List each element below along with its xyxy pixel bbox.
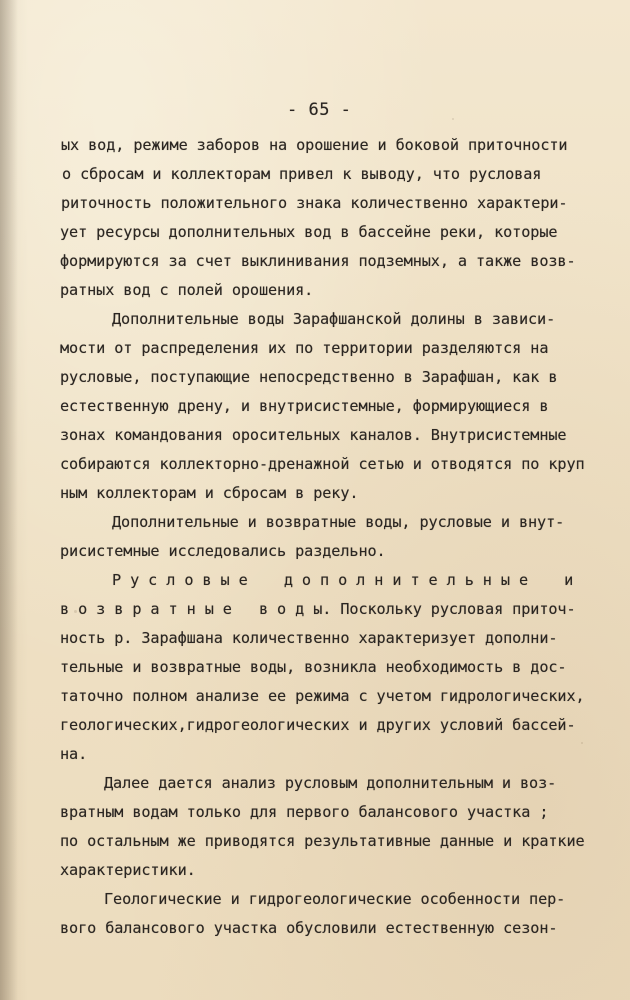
text-line-22: на. [60,745,88,763]
page-edge-shadow [0,0,18,1000]
text-line-24: вратным водам только для первого балансового участка ; [60,803,549,821]
text-line-3: риточность положительного знака количественно характери- [61,194,568,212]
text-line-25: по остальным же приводятся результативные данные и краткие [60,832,585,850]
text-line-6: ратных вод с полей орошения. [60,281,314,299]
text-line-1: ых вод, режиме заборов на орошение и боковой приточности [61,136,568,154]
text-line-10: естественную дрену, и внутрисистемные, формирующиеся в [60,397,549,415]
text-line-27: Геологические и гидрогеологические особенности пер- [104,890,566,908]
text-line-5: формируются за счет выклинивания подземных, а также возв- [60,252,576,270]
text-line-4: ует ресурсы дополнительных вод в бассейне реки, которые [60,223,558,241]
text-line-20: таточно полном анализе ее режима с учетом гидрологических, [60,687,585,705]
text-line-26: характеристики. [60,861,196,879]
text-line-2: о сбросам и коллекторам привел к выводу, что русловая [62,165,542,183]
text-line-19: тельные и возвратные воды, возникла необходимость в дос- [60,658,567,676]
text-line-8: мости от распределения их по территории разделяются на [60,339,549,357]
text-line-16: Р у с л о в ы е д о п о л н и т е л ь н ы е и [112,571,574,589]
text-line-12: собираются коллекторно-дренажной сетью и отводятся по круп [60,455,585,473]
text-line-21: геологических,гидрогеологических и других условий бассей- [60,716,576,734]
paper-speck [452,118,454,120]
text-line-18: ность р. Зарафшана количественно характеризует дополни- [60,629,558,647]
text-line-23: Далее дается анализ русловым дополнительным и воз- [104,774,557,792]
text-line-7: Дополнительные воды Зарафшанской долины в зависи- [112,310,556,328]
text-line-13: ным коллекторам и сбросам в реку. [60,484,359,502]
text-line-28: вого балансового участка обусловили естественную сезон- [60,919,558,937]
text-line-17: в о з в р а т н ы е в о д ы. Поскольку русловая приточ- [60,600,576,618]
text-line-15: рисистемные исследовались раздельно. [60,542,386,560]
text-line-14: Дополнительные и возвратные воды, русловые и внут- [112,513,565,531]
page-number: - 65 - [287,100,352,120]
paper-speck [581,742,583,744]
text-line-11: зонах командования оросительных каналов. Внутрисистемные [60,426,567,444]
text-line-9: русловые, поступающие непосредственно в Зарафшан, как в [60,368,558,386]
